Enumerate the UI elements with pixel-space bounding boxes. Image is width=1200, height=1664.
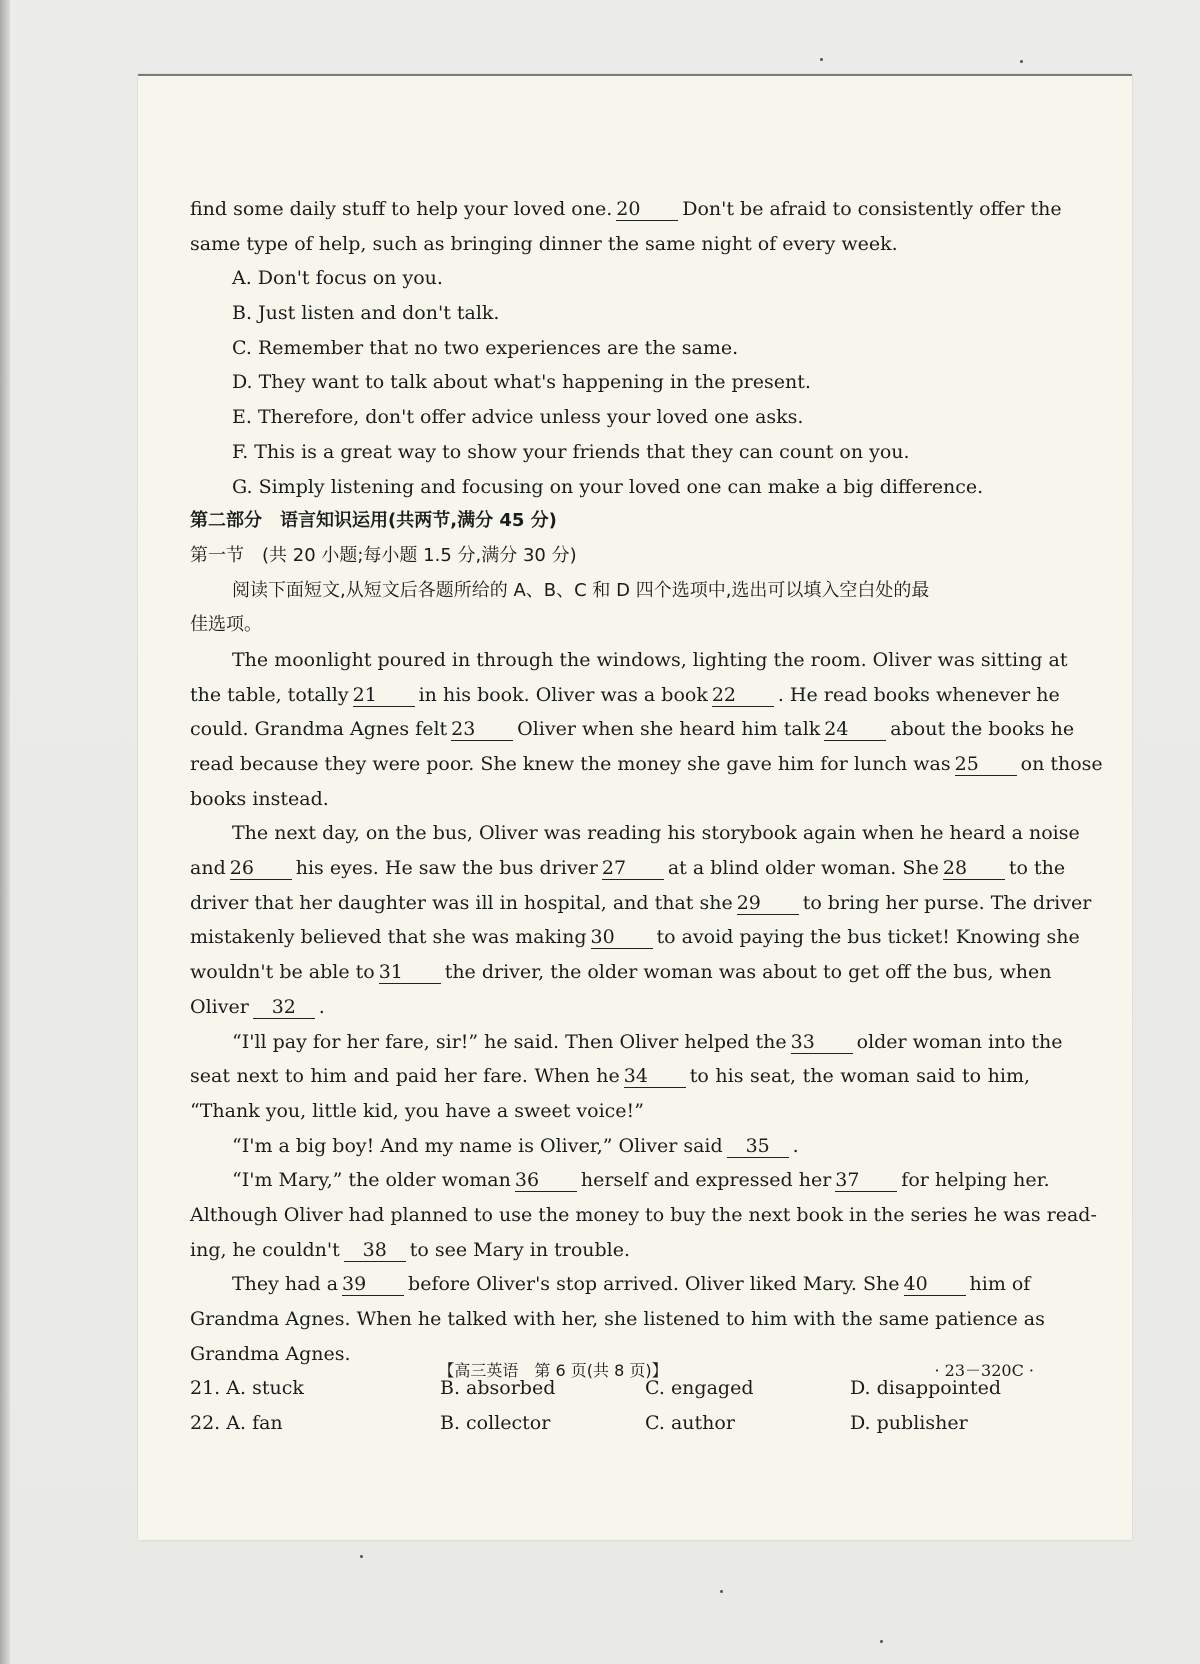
blank-22: 22 xyxy=(712,684,774,707)
blank-31: 31 xyxy=(379,961,441,984)
page-content xyxy=(190,192,1103,1441)
choice-b: B. collector xyxy=(440,1412,551,1435)
question-22 xyxy=(190,1406,1030,1441)
cloze-line: Grandma Agnes. When he talked with her, she listened to him with the same patience as xyxy=(190,1308,1045,1330)
blank-23: 23 xyxy=(451,718,513,741)
scan-speck xyxy=(1020,60,1023,63)
cloze-line: Grandma Agnes. xyxy=(190,1342,351,1365)
page-footer xyxy=(138,1358,1132,1388)
option-e: E. Therefore, don't offer advice unless your loved one asks. xyxy=(232,406,804,429)
choice-d: D. publisher xyxy=(850,1412,968,1435)
cloze-line: The next day, on the bus, Oliver was reading his storybook again when he heard a noise xyxy=(232,822,1080,845)
blank-32: 32 xyxy=(253,996,315,1019)
cloze-line: and 26 his eyes. He saw the bus driver 27 at a blind older woman. She 28 to the xyxy=(190,857,1066,880)
blank-25: 25 xyxy=(955,753,1017,776)
scan-speck xyxy=(360,1555,363,1558)
cloze-line: driver that her daughter was ill in hospital, and that she 29 to bring her purse. The driver xyxy=(190,891,1092,914)
part-heading: 第二部分 语言知识运用(共两节,满分 45 分) xyxy=(190,510,557,532)
blank-26: 26 xyxy=(230,857,292,880)
option-d: D. They want to talk about what's happening in the present. xyxy=(232,371,811,394)
blank-39: 39 xyxy=(342,1273,404,1296)
blank-37: 37 xyxy=(835,1169,897,1192)
blank-20: 20 xyxy=(616,198,678,221)
choice-b: B. absorbed xyxy=(440,1377,556,1400)
cloze-line: Although Oliver had planned to use the money to buy the next book in the series he was read- xyxy=(190,1203,1097,1226)
blank-24: 24 xyxy=(824,718,886,741)
blank-33: 33 xyxy=(791,1031,853,1054)
cloze-line: ing, he couldn't 38 to see Mary in trouble. xyxy=(190,1238,631,1261)
cloze-line: books instead. xyxy=(190,787,329,810)
option-g: G. Simply listening and focusing on your loved one can make a big difference. xyxy=(232,475,984,498)
cloze-line: could. Grandma Agnes felt 23 Oliver when she heard him talk 24 about the books he xyxy=(190,718,1075,741)
blank-34: 34 xyxy=(624,1065,686,1088)
cloze-line: “I'll pay for her fare, sir!” he said. Then Oliver helped the 33 older woman into the xyxy=(232,1030,1063,1053)
scan-speck xyxy=(820,58,823,61)
choice-d: D. disappointed xyxy=(850,1377,1002,1400)
cloze-line: the table, totally 21 in his book. Oliver was a book 22 . He read books whenever he xyxy=(190,683,1060,706)
blank-30: 30 xyxy=(591,926,653,949)
instruction-line: 佳选项。 xyxy=(190,614,262,636)
scan-speck xyxy=(880,1640,883,1643)
blank-38: 38 xyxy=(344,1239,406,1262)
cloze-line: Oliver 32 . xyxy=(190,995,325,1018)
cloze-line: They had a 39 before Oliver's stop arrived. Oliver liked Mary. She 40 him of xyxy=(232,1273,1031,1296)
passage-line: find some daily stuff to help your loved one. 20 Don't be afraid to consistently offer the xyxy=(190,198,1062,220)
choice-c: C. author xyxy=(645,1412,735,1435)
cloze-line: “Thank you, little kid, you have a sweet voice!” xyxy=(190,1099,644,1122)
section-heading: 第一节 (共 20 小题;每小题 1.5 分,满分 30 分) xyxy=(190,544,577,566)
cloze-line: seat next to him and paid her fare. When he 34 to his seat, the woman said to him, xyxy=(190,1065,1030,1088)
cloze-line: “I'm a big boy! And my name is Oliver,” Oliver said 35 . xyxy=(232,1134,799,1157)
cloze-line: mistakenly believed that she was making 30 to avoid paying the bus ticket! Knowing she xyxy=(190,926,1080,949)
blank-36: 36 xyxy=(515,1169,577,1192)
scan-speck xyxy=(720,1590,723,1593)
choice-a: 21. A. stuck xyxy=(190,1377,304,1400)
blank-29: 29 xyxy=(737,892,799,915)
instruction-line: 阅读下面短文,从短文后各题所给的 A、B、C 和 D 四个选项中,选出可以填入空白处的最 xyxy=(232,579,930,601)
passage-line: same type of help, such as bringing dinner the same night of every week. xyxy=(190,232,898,255)
option-a: A. Don't focus on you. xyxy=(232,267,443,290)
option-c: C. Remember that no two experiences are the same. xyxy=(232,336,739,359)
scan-edge-shadow xyxy=(0,0,10,1664)
blank-21: 21 xyxy=(353,684,415,707)
cloze-line: “I'm Mary,” the older woman 36 herself and expressed her 37 for helping her. xyxy=(232,1169,1050,1192)
option-b: B. Just listen and don't talk. xyxy=(232,302,500,325)
exam-code: · 23－320C · xyxy=(934,1361,1034,1380)
cloze-line: wouldn't be able to 31 the driver, the older woman was about to get off the bus, when xyxy=(190,961,1052,984)
choice-a: 22. A. fan xyxy=(190,1412,283,1435)
blank-40: 40 xyxy=(904,1273,966,1296)
blank-28: 28 xyxy=(943,857,1005,880)
blank-27: 27 xyxy=(602,857,664,880)
choice-c: C. engaged xyxy=(645,1377,754,1400)
option-f: F. This is a great way to show your friends that they can count on you. xyxy=(232,440,910,463)
blank-35: 35 xyxy=(727,1135,789,1158)
page-info: 【高三英语 第 6 页(共 8 页)】 xyxy=(438,1361,668,1380)
cloze-line: read because they were poor. She knew the money she gave him for lunch was 25 on those xyxy=(190,753,1103,775)
cloze-line: The moonlight poured in through the windows, lighting the room. Oliver was sitting at xyxy=(232,648,1068,671)
exam-sheet xyxy=(138,74,1132,1540)
